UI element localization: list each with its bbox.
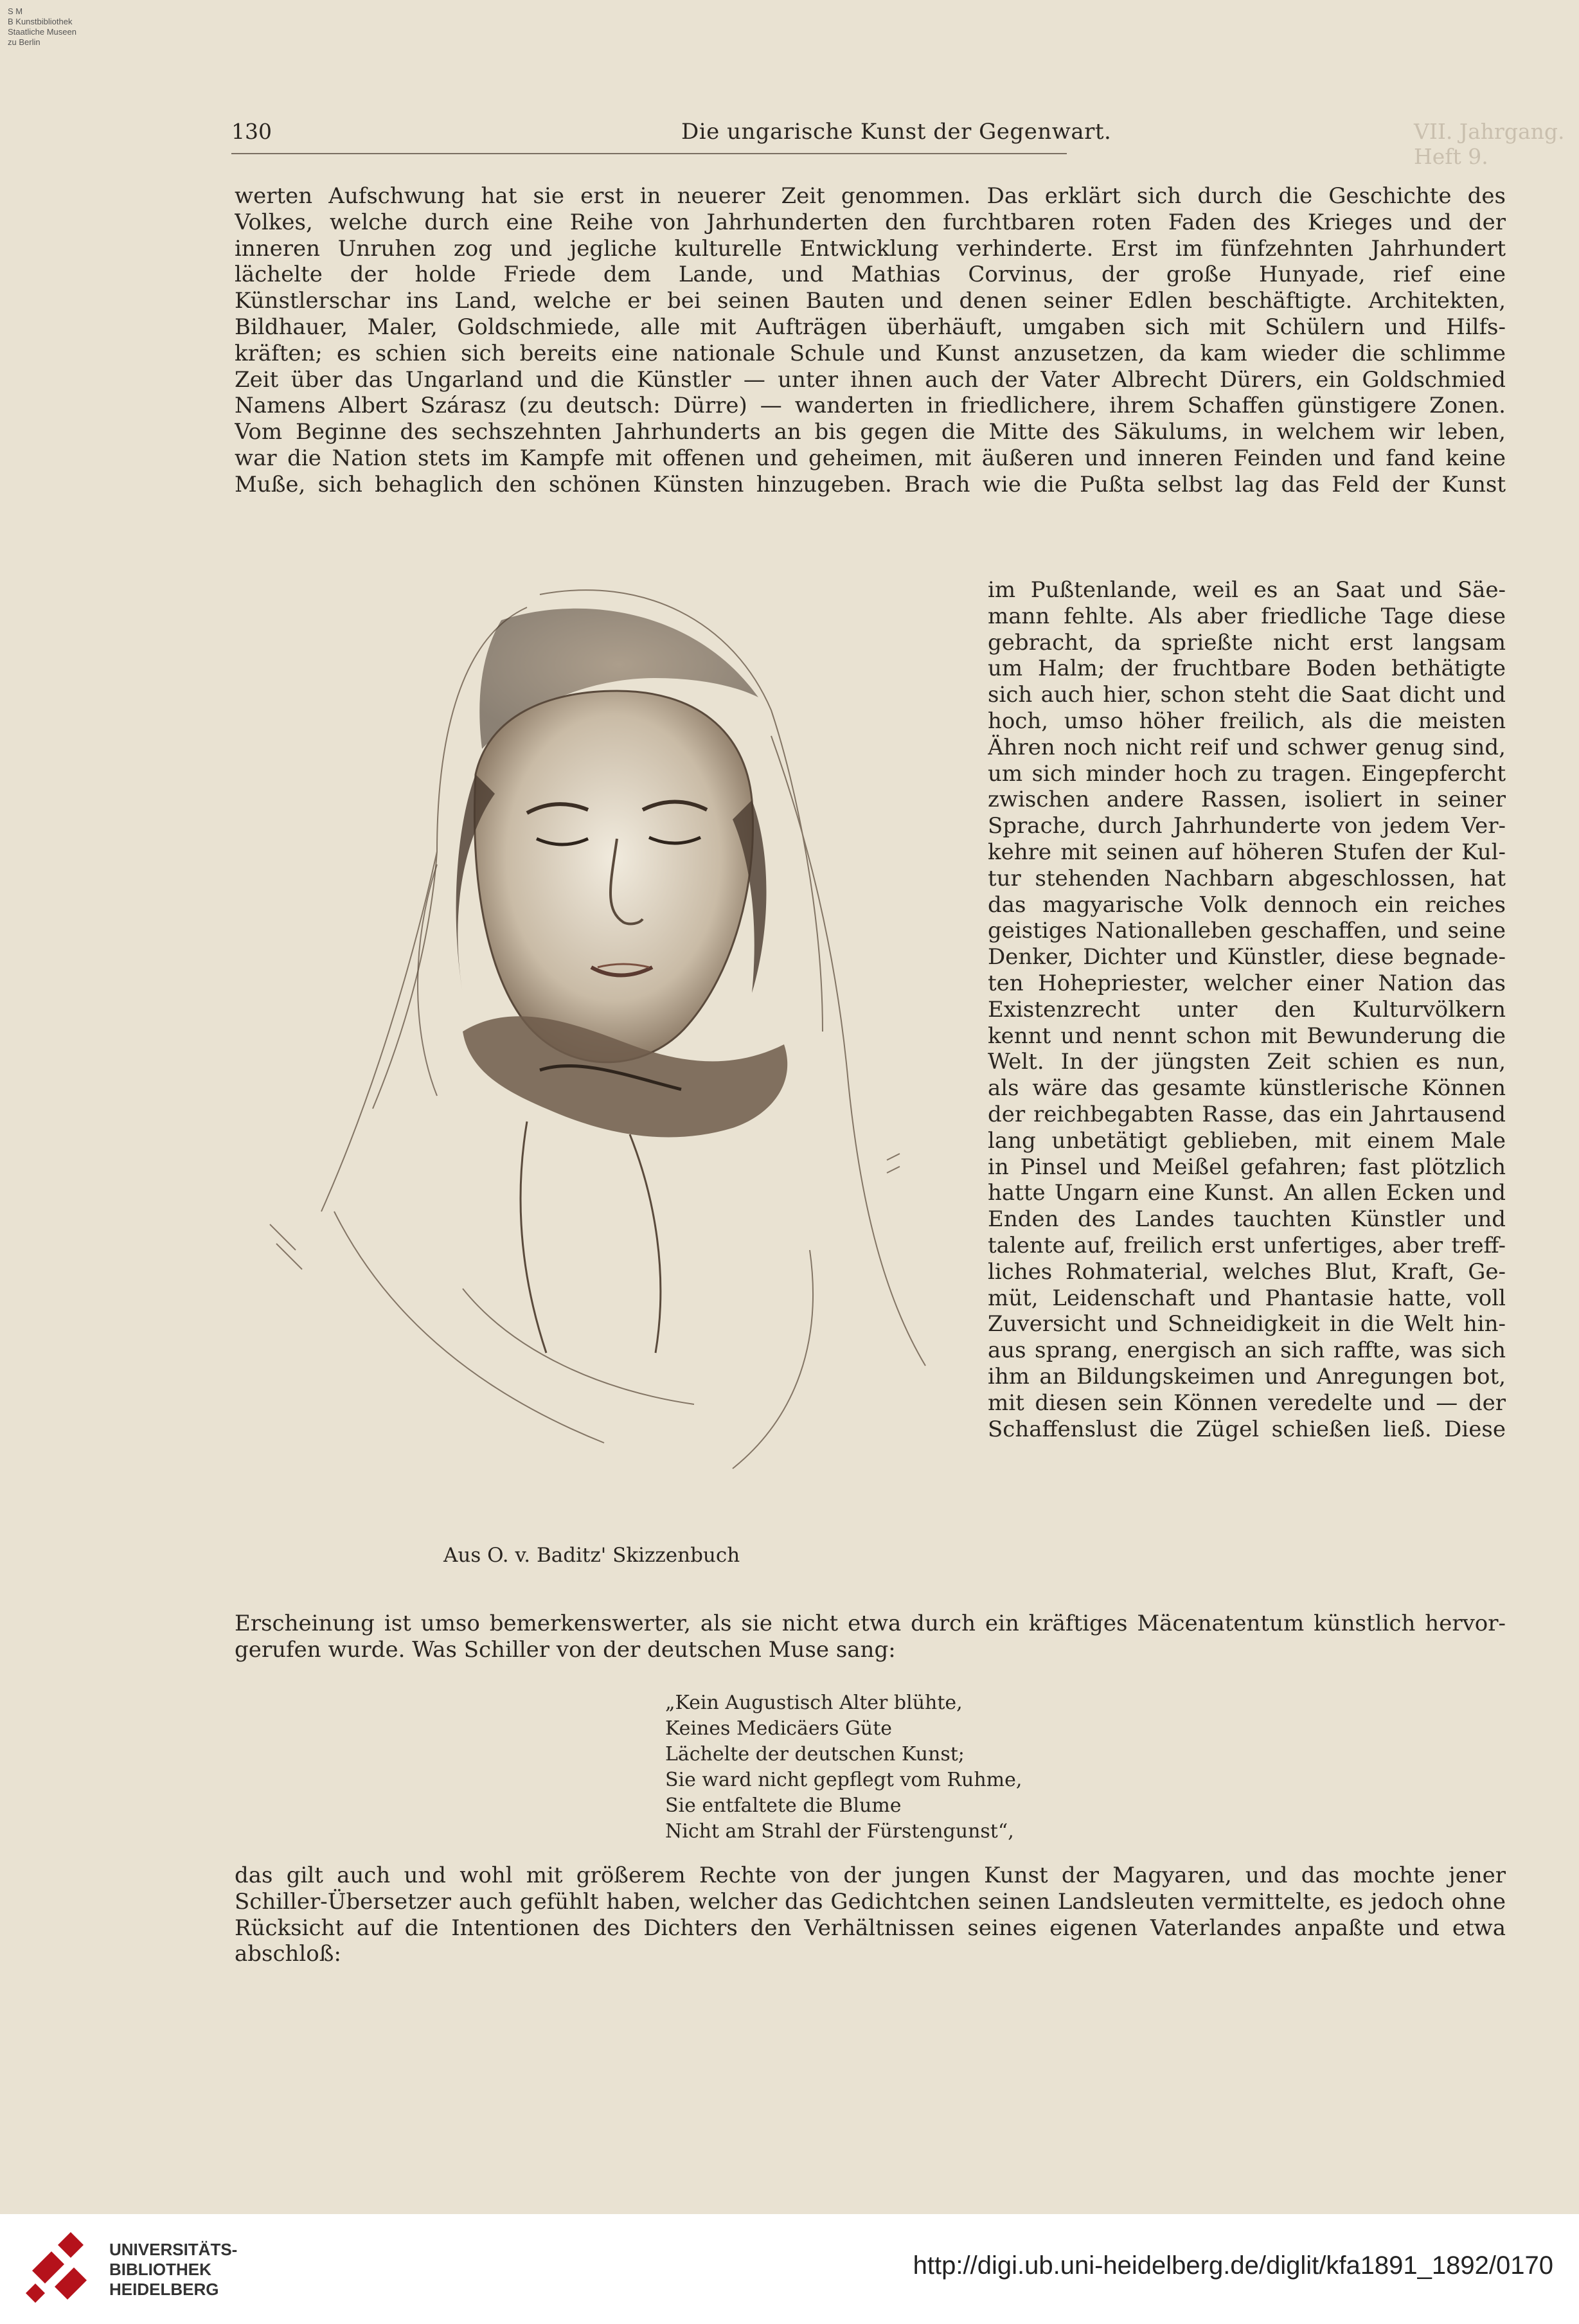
text-line: talente auf, freilich erst unfertiges, aber treff- (988, 1232, 1506, 1258)
library-name-line: BIBLIOTHEK (109, 2260, 211, 2279)
text-line: sich auch hier, schon steht die Saat dicht und (988, 682, 1506, 708)
text-line: lang unbetätigt geblieben, mit einem Male (988, 1127, 1506, 1154)
library-name-line: UNIVERSITÄTS- (109, 2240, 238, 2259)
text-line: war die Nation stets im Kampfe mit offenen und geheimen, mit äußeren und inneren Feinden und fand keine (235, 445, 1506, 471)
text-line: Namens Albert Szárasz (zu deutsch: Dürre) — wanderten in friedlichere, ihrem Schaffen günstigere Zonen. (235, 393, 1506, 419)
paragraph-beside-figure (988, 577, 1506, 1442)
verse-quote (665, 1690, 1022, 1845)
verse-line: Sie ward nicht gepflegt vom Ruhme, (665, 1769, 1022, 1791)
text-line: hatte Ungarn eine Kunst. An allen Ecken und (988, 1180, 1506, 1206)
text-line: kräften; es schien sich bereits eine nationale Schule und Kunst anzusetzen, da kam wieder die schlimme (235, 340, 1506, 366)
sketch-drawing (244, 582, 964, 1520)
university-library-logo (26, 2232, 96, 2303)
paragraph-continued (235, 1611, 1506, 1663)
portrait-sketch (244, 582, 964, 1520)
text-line: Muße, sich behaglich den schönen Künsten hinzugeben. Brach wie die Pußta selbst lag das Feld der Kunst (235, 471, 1506, 497)
text-line: der reichbegabten Rasse, das ein Jahrtausend (988, 1101, 1506, 1127)
text-line: müt, Leidenschaft und Phantasie hatte, voll (988, 1285, 1506, 1311)
paragraph-top (235, 183, 1506, 498)
text-line: um Halm; der fruchtbare Boden bethätigte (988, 656, 1506, 682)
text-line: aus sprang, energisch an sich raffte, was sich (988, 1337, 1506, 1364)
text-line: gebracht, da sprießte nicht erst langsam (988, 629, 1506, 656)
text-line: inneren Unruhen zog und jegliche kulturelle Entwicklung verhinderte. Erst im fünfzehnten Jahrhundert (235, 235, 1506, 262)
text-line: Vom Beginne des sechszehnten Jahrhunderts an bis gegen die Mitte des Säkulums, in welchem wir leben, (235, 419, 1506, 445)
text-line: das gilt auch und wohl mit größerem Rechte von der jungen Kunst der Magyaren, und das mochte jener (235, 1863, 1506, 1888)
library-name (109, 2240, 237, 2300)
text-line: geistiges Nationalleben geschaffen, und seine (988, 918, 1506, 944)
text-line: in Pinsel und Meißel gefahren; fast plötzlich (988, 1154, 1506, 1180)
text-line: Ähren noch nicht reif und schwer genug sind, (988, 734, 1506, 760)
stamp-line: Staatliche Museen (8, 27, 76, 37)
text-line: werten Aufschwung hat sie erst in neuerer Zeit genommen. Das erklärt sich durch die Geschichte des (235, 183, 1506, 209)
text-line: Zeit über das Ungarland und die Künstler — unter ihnen auch der Vater Albrecht Dürers, ein Goldschmied (235, 366, 1506, 393)
text-line: Welt. In der jüngsten Zeit schien es nun, (988, 1049, 1506, 1075)
verse-line: Nicht am Strahl der Fürstengunst“, (665, 1820, 1014, 1843)
stamp-line: B Kunstbibliothek (8, 17, 73, 26)
text-line: abschloß: (235, 1941, 341, 1967)
text-line: das magyarische Volk dennoch ein reiches (988, 891, 1506, 918)
page-number: 130 (231, 119, 272, 144)
text-line: Künstlerschar ins Land, welche er bei seinen Bauten und denen seiner Edlen beschäftigte. Architekten, (235, 288, 1506, 314)
text-line: liches Rohmaterial, welches Blut, Kraft, Ge- (988, 1258, 1506, 1285)
running-head (0, 119, 1579, 157)
text-line: ten Hohepriester, welcher einer Nation das (988, 970, 1506, 996)
bleed-through-text: VII. Jahrgang. Heft 9. (1414, 119, 1565, 169)
text-line: Enden des Landes tauchten Künstler und (988, 1206, 1506, 1233)
text-line: im Pußtenlande, weil es an Saat und Säe- (988, 577, 1506, 603)
text-line: tur stehenden Nachbarn abgeschlossen, hat (988, 865, 1506, 891)
text-line: zwischen andere Rassen, isoliert in seiner (988, 787, 1506, 813)
text-line: Denker, Dichter und Künstler, diese begnade- (988, 944, 1506, 970)
text-line: Erscheinung ist umso bemerkenswerter, als sie nicht etwa durch ein kräftiges Mäcenatentum künstlich hervor- (235, 1611, 1506, 1636)
text-line: Zuversicht und Schneidigkeit in die Welt hin- (988, 1311, 1506, 1337)
text-line: gerufen wurde. Was Schiller von der deutschen Muse sang: (235, 1636, 896, 1663)
text-line: lächelte der holde Friede dem Lande, und Mathias Corvinus, der große Hunyade, rief eine (235, 262, 1506, 288)
verse-line: Keines Medicäers Güte (665, 1717, 893, 1740)
text-line: hoch, umso höher freilich, als die meisten (988, 708, 1506, 734)
text-line: Bildhauer, Maler, Goldschmiede, alle mit Aufträgen überhäuft, umgaben sich mit Schülern und Hilfs- (235, 314, 1506, 340)
text-line: mann fehlte. Als aber friedliche Tage diese (988, 603, 1506, 629)
text-line: Rücksicht auf die Intentionen des Dichters den Verhältnissen seines eigenen Vaterlandes anpaßte und etwa (235, 1915, 1506, 1941)
verse-line: Lächelte der deutschen Kunst; (665, 1743, 965, 1765)
text-line: ihm an Bildungskeimen und Anregungen bot, (988, 1363, 1506, 1390)
library-stamp (8, 6, 98, 48)
verse-line: „Kein Augustisch Alter blühte, (665, 1692, 963, 1714)
verse-line: Sie entfaltete die Blume (665, 1794, 902, 1817)
footer-bar (0, 2214, 1579, 2324)
text-line: Volkes, welche durch eine Reihe von Jahrhunderten den furchtbaren roten Faden des Krieges und der (235, 209, 1506, 235)
text-line: Schiller-Übersetzer auch gefühlt haben, welcher das Gedichtchen seinen Landsleuten vermittelte, es jedoch ohne (235, 1888, 1506, 1915)
permalink-url[interactable]: http://digi.ub.uni-heidelberg.de/diglit/kfa1891_1892/0170 (913, 2251, 1553, 2280)
figure-caption: Aus O. v. Baditz' Skizzenbuch (443, 1544, 740, 1567)
text-line: Existenzrecht unter den Kulturvölkern (988, 996, 1506, 1023)
running-title: Die ungarische Kunst der Gegenwart. (681, 119, 1112, 145)
stamp-line: S M (8, 6, 23, 16)
text-line: Schaffenslust die Zügel schießen ließ. Diese (988, 1416, 1506, 1442)
paragraph-end (235, 1863, 1506, 1967)
text-line: Sprache, durch Jahrhunderte von jedem Ver- (988, 813, 1506, 839)
header-rule (231, 153, 1067, 154)
text-line: mit diesen sein Können veredelte und — der (988, 1390, 1506, 1416)
library-name-line: HEIDELBERG (109, 2280, 219, 2299)
text-line: um sich minder hoch zu tragen. Eingepfercht (988, 760, 1506, 787)
text-line: als wäre das gesamte künstlerische Können (988, 1075, 1506, 1102)
stamp-line: zu Berlin (8, 37, 40, 47)
text-line: kennt und nennt schon mit Bewunderung die (988, 1023, 1506, 1049)
text-line: kehre mit seinen auf höheren Stufen der Kul- (988, 839, 1506, 865)
